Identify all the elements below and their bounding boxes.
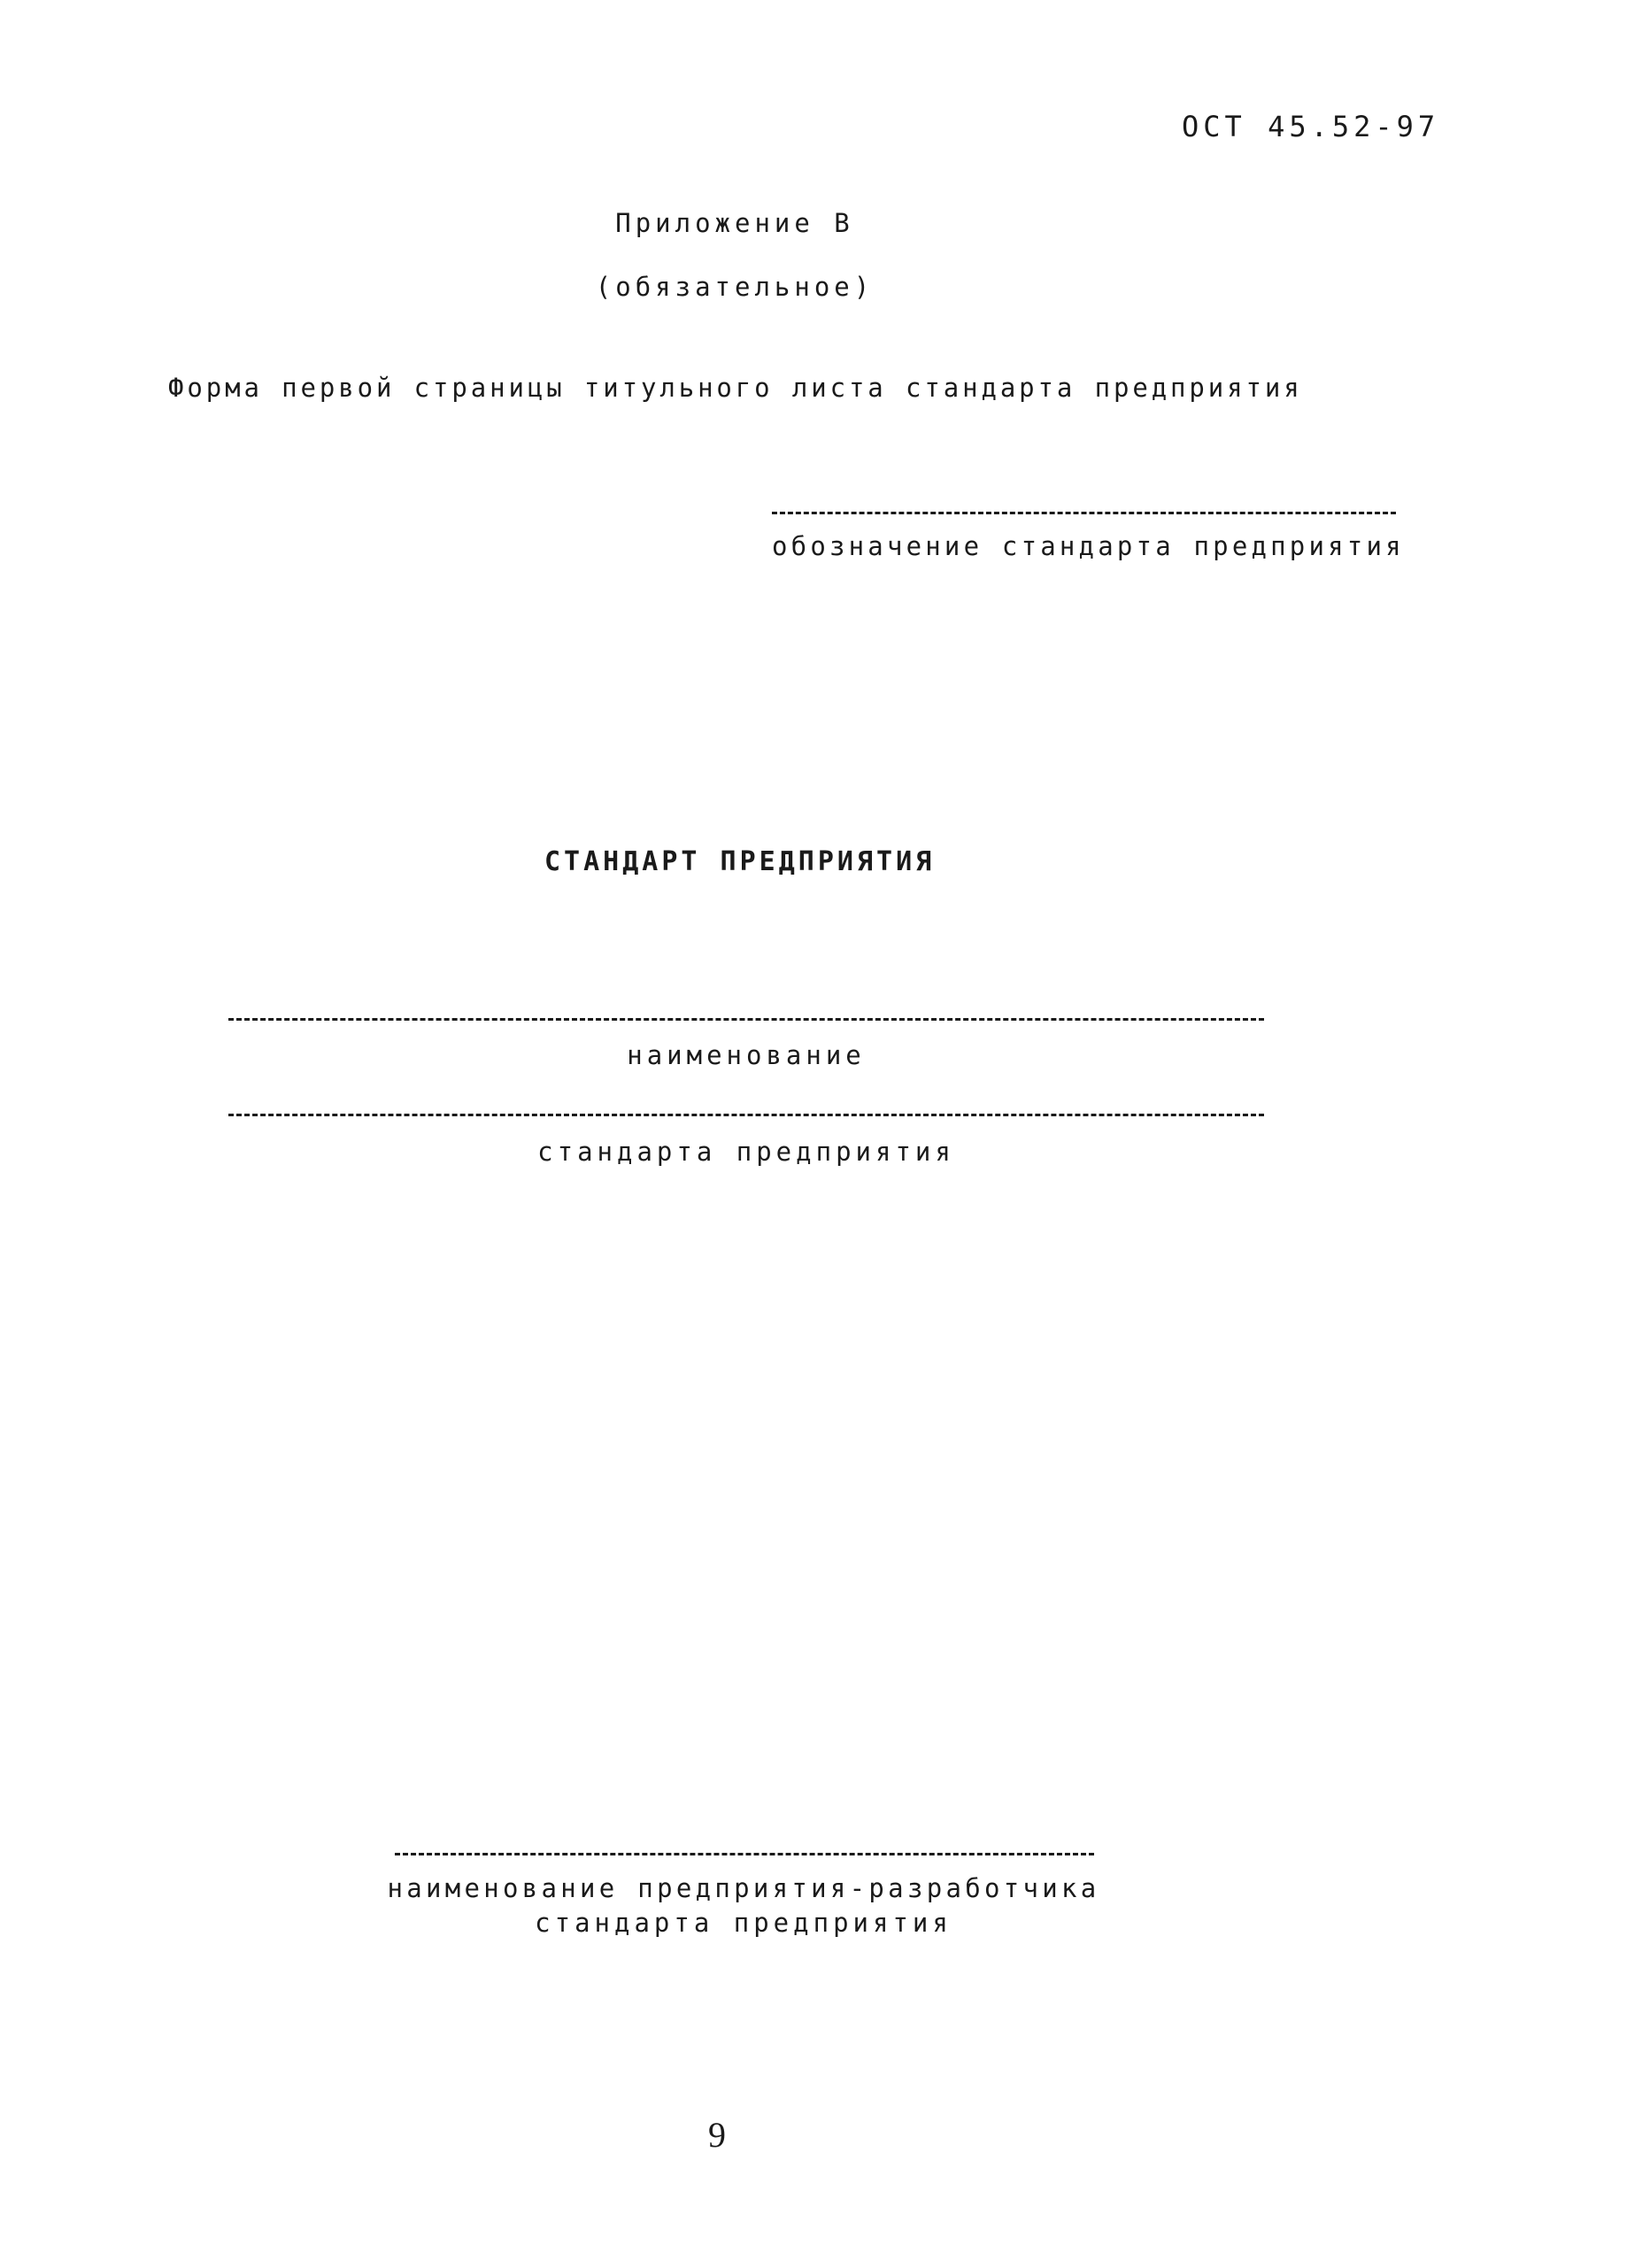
developer-label-line-1: наименование предприятия-разработчика bbox=[387, 1873, 1100, 1903]
designation-label: обозначение стандарта предприятия bbox=[772, 531, 1405, 561]
appendix-status: (обязательное) bbox=[595, 272, 875, 302]
name-blank-line-2 bbox=[228, 1114, 1264, 1116]
name-blank-line-1 bbox=[228, 1018, 1264, 1021]
name-label-1: наименование bbox=[627, 1040, 866, 1070]
name-label-2: стандарта предприятия bbox=[537, 1137, 955, 1167]
developer-label-line-2: стандарта предприятия bbox=[535, 1908, 952, 1938]
developer-blank-line bbox=[395, 1853, 1094, 1855]
main-title: СТАНДАРТ ПРЕДПРИЯТИЯ bbox=[544, 846, 936, 877]
doc-code: ОСТ 45.52-97 bbox=[1182, 110, 1440, 143]
page-number: 9 bbox=[708, 2115, 726, 2155]
form-caption: Форма первой страницы титульного листа стандарта предприятия bbox=[168, 373, 1303, 403]
designation-blank-line bbox=[772, 512, 1396, 514]
appendix-title: Приложение В bbox=[615, 208, 854, 238]
